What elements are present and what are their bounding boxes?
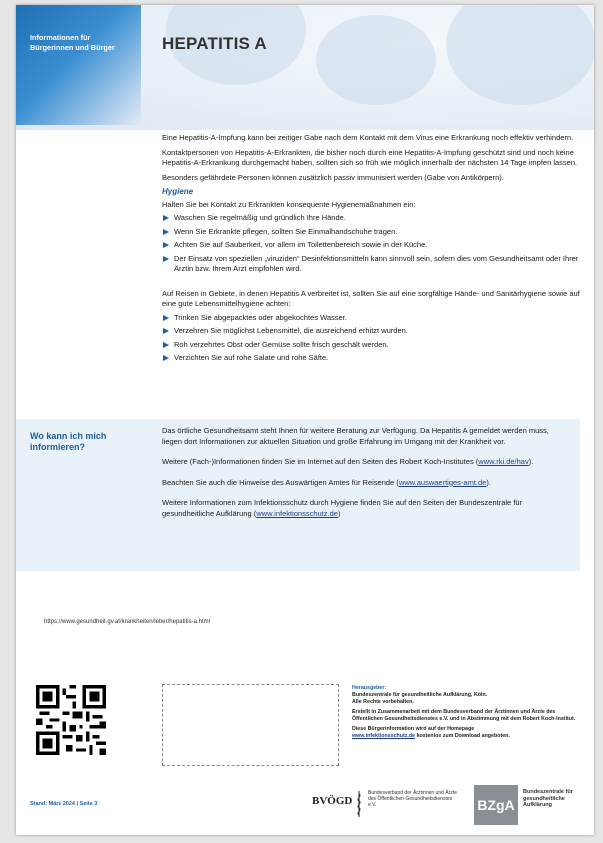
intro-paragraph-2: Kontaktpersonen von Hepatitis-A-Erkrankten, die bisher noch durch eine Hepatitis-A-Impfung geschützt sind und noch keine Hepatitis-A-Erkrankung durchgemacht haben, sollten sich so früh wie möglich innerhalb der nächsten 14 Tage impfen lassen. — [162, 147, 578, 167]
info-heading: Wo kann ich mich informieren? — [30, 431, 107, 452]
infektionsschutz-link[interactable]: www.infektionsschutz.de — [256, 508, 338, 518]
intro-paragraph-3: Besonders gefährdete Personen können zusätzlich passiv immunisiert werden (Gabe von Antikörpern). — [162, 172, 504, 182]
bvoegd-logo: BVÖGD — [312, 795, 353, 807]
qr-code-icon — [36, 685, 106, 755]
info-paragraph-4: Weitere Informationen zum Infektionsschutz durch Hygiene finden Sie auf den Seiten der Bundeszentrale für gesundheitliche Aufklärung (www.infektionsschutz.de) — [162, 498, 523, 518]
list-item: Roh verzehrtes Obst oder Gemüse sollte frisch geschält werden. — [162, 340, 582, 351]
list-item: Waschen Sie regelmäßig und gründlich Ihre Hände. — [162, 213, 582, 224]
imprint-rights: Alle Rechte vorbehalten. — [352, 699, 414, 705]
bvoegd-name: Bundesverband der Ärztinnen und Ärzte des Öffentlichen Gesundheitsdienstes e.V. — [368, 790, 457, 808]
document-page — [16, 5, 594, 835]
hygiene-lead: Halten Sie bei Kontakt zu Erkrankten konsequente Hygienemaßnahmen ein: — [162, 199, 416, 209]
banner-line-2: Bürgerinnen und Bürger — [30, 43, 115, 52]
page-title: HEPATITIS A — [162, 34, 267, 53]
imprint-publisher: Bundeszentrale für gesundheitliche Aufklärung, Köln. — [352, 692, 488, 698]
source-url[interactable]: https://www.gesundheit.gv.at/krankheiten/leber/hepatitis-a.html — [44, 619, 210, 625]
imprint-download: Diese Bürgerinformation wird auf der Homepage www.infektionsschutz.de kostenlos zum Download angeboten. — [352, 726, 510, 739]
bzga-logo: BZgA — [474, 785, 518, 825]
list-item: Achten Sie auf Sauberkeit, vor allem im Toilettenbereich sowie in der Küche. — [162, 240, 582, 251]
homepage-link[interactable]: www.infektionsschutz.de — [352, 733, 416, 739]
intro-paragraph-1: Eine Hepatitis-A-Impfung kann bei zeitiger Gabe nach dem Kontakt mit dem Virus eine Erkrankung noch effektiv verhindern. — [162, 133, 574, 142]
main-content — [162, 133, 582, 368]
footer-stand: Stand: März 2024 | Seite 3 — [30, 801, 98, 807]
bzga-name: Bundeszentrale für gesundheitliche Aufklärung — [523, 789, 573, 809]
hygiene-heading: Hygiene — [162, 187, 194, 196]
info-paragraph-2: Weitere (Fach-)Informationen finden Sie im Internet auf den Seiten des Robert Koch-Institutes (www.rki.de/hav). — [162, 457, 534, 466]
travel-list — [162, 313, 582, 364]
imprint-collaboration: Erstellt in Zusammenarbeit mit dem Bundesverband der Ärztinnen und Ärzte des Öffentlichen Gesundheitsdienstes e.V. und in Abstimmung mit dem Robert Koch-Institut. — [352, 709, 576, 722]
hygiene-list — [162, 213, 582, 275]
travel-lead: Auf Reisen in Gebiete, in denen Hepatitis A verbreitet ist, sollten Sie auf eine sorgfältige Hände- und Sanitärhygiene sowie auf eine gute Lebensmittelhygiene achten: — [162, 288, 580, 308]
info-paragraph-3: Beachten Sie auch die Hinweise des Auswärtigen Amtes für Reisende (www.auswaertiges-amt.de). — [162, 477, 491, 487]
info-section — [16, 419, 580, 571]
banner-line-1: Informationen für — [30, 33, 91, 42]
stamp-area — [162, 684, 339, 766]
list-item: Trinken Sie abgepacktes oder abgekochtes Wasser. — [162, 313, 582, 324]
imprint — [352, 685, 582, 743]
imprint-label: Herausgeber: — [352, 685, 387, 691]
auswaertiges-amt-link[interactable]: www.auswaertiges-amt.de — [398, 477, 487, 487]
list-item: Wenn Sie Erkrankte pflegen, sollten Sie Einmalhandschuhe tragen. — [162, 227, 582, 238]
list-item: Verzichten Sie auf rohe Salate und rohe Säfte. — [162, 353, 582, 364]
category-banner — [16, 5, 141, 125]
list-item: Verzehren Sie möglichst Lebensmittel, die ausreichend erhitzt wurden. — [162, 326, 582, 337]
aesculapian-staff-icon — [354, 791, 364, 817]
rki-link[interactable]: www.rki.de/hav — [478, 457, 529, 466]
list-item: Der Einsatz von speziellen „viruziden“ Desinfektionsmitteln kann sinnvoll sein, sofern dies vom Gesundheitsamt oder Ihrer Ärztin bzw. Ihrem Arzt empfohlen wird. — [162, 254, 582, 275]
info-paragraph-1: Das örtliche Gesundheitsamt steht Ihnen für weitere Beratung zur Verfügung. Da Hepatitis A gemeldet werden muss, liegen dort Informationen zur aktuellen Situation und große Erfahrung im Umgang mit der Krankheit vor. — [162, 426, 549, 446]
